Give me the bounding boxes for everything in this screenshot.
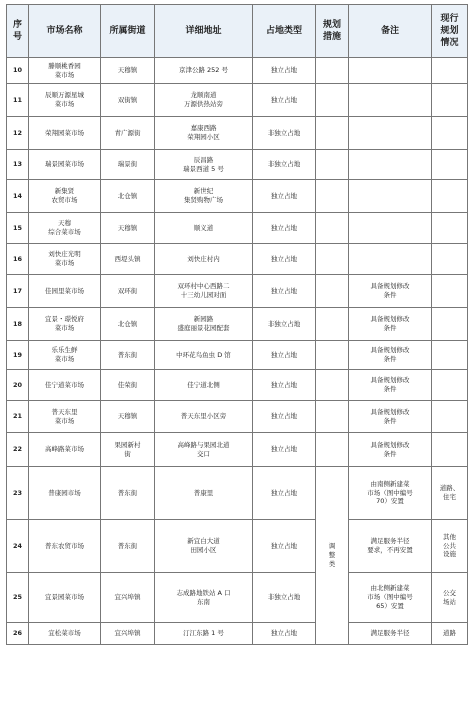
address-cell (155, 244, 253, 275)
cell-line: 刘快庄光明 (48, 250, 81, 259)
row-number: 20 (7, 370, 29, 401)
cell-line: 菜市场 (54, 100, 75, 108)
table-row (7, 433, 468, 467)
remark-cell (349, 623, 432, 645)
cell-line: 志成路地铁站 A 口 (176, 588, 231, 597)
market-name-cell (29, 341, 101, 370)
plan-measure-cell (316, 84, 349, 117)
plan-measure-cell (316, 117, 349, 150)
street-cell (101, 308, 155, 341)
cell-line: 荣翔园小区 (187, 133, 220, 141)
cell-line: 道路、 (439, 484, 460, 493)
cell-line: 西堤头镇 (114, 254, 141, 263)
remark-cell (349, 401, 432, 433)
cell-line: 荣翔园菜市场 (45, 128, 84, 137)
current-plan-cell (432, 520, 468, 573)
remark-cell (349, 341, 432, 370)
remark-cell (349, 275, 432, 308)
row-number: 16 (7, 244, 29, 275)
cell-line: 菜市场 (54, 355, 75, 363)
cell-line: 号 (12, 32, 22, 42)
market-name-cell (29, 150, 101, 180)
cell-line: 措施 (322, 32, 341, 42)
land-type-cell (253, 117, 316, 150)
row-number: 11 (7, 84, 29, 117)
cell-line: 佳宁道北侧 (187, 380, 220, 389)
cell-line: 菜市场 (54, 259, 75, 267)
cell-line: 规划 (322, 19, 341, 30)
cell-line: 条件 (383, 355, 397, 363)
row-number: 10 (7, 58, 29, 84)
cell-line: 菜市场 (54, 70, 75, 79)
cell-line: 非独立占地 (267, 593, 301, 602)
cell-line: 具备规划修改 (370, 376, 410, 385)
cell-line: 集贤购物广场 (184, 196, 223, 204)
cell-line: 汀江东路 1 号 (183, 629, 224, 638)
table-row (7, 213, 468, 244)
cell-line: 盛庭丽景花园配套 (177, 324, 230, 332)
cell-line: 青广源街 (114, 128, 141, 137)
cell-line: 新园路 (193, 315, 214, 324)
street-cell (101, 150, 155, 180)
cell-line: 序 (12, 19, 22, 30)
remark-cell (349, 308, 432, 341)
table-row (7, 275, 468, 308)
cell-line: 独立占地 (271, 412, 297, 421)
cell-line: 其他 (443, 532, 456, 541)
market-name-cell (29, 433, 101, 467)
table-row (7, 58, 468, 84)
row-number: 24 (7, 520, 29, 573)
market-name-cell (29, 623, 101, 645)
table-row (7, 180, 468, 213)
market-name-cell (29, 117, 101, 150)
cell-line: 佳宁道菜市场 (45, 380, 84, 389)
cell-line: 普天东里 (51, 407, 78, 416)
cell-line: 场站 (443, 597, 456, 606)
cell-line: 普东街 (117, 541, 138, 550)
col-header-address (155, 5, 253, 58)
current-plan-cell (432, 433, 468, 467)
address-cell (155, 117, 253, 150)
cell-line: 滕顺桃香园 (48, 61, 81, 70)
cell-line: 万源供热站旁 (184, 100, 223, 108)
street-cell (101, 401, 155, 433)
row-number: 18 (7, 308, 29, 341)
plan-measure-cell (316, 180, 349, 213)
col-header-no (7, 5, 29, 58)
cell-line: 独立占地 (271, 191, 297, 200)
current-plan-cell (432, 84, 468, 117)
market-name-cell (29, 213, 101, 244)
cell-line: 瑞景西道 5 号 (183, 164, 224, 173)
current-plan-cell (432, 244, 468, 275)
street-cell (101, 84, 155, 117)
plan-measure-cell (316, 308, 349, 341)
cell-line: 辰顺万源星城 (45, 91, 84, 100)
cell-line: 龙顺南道 (190, 91, 217, 100)
plan-measure-cell (316, 58, 349, 84)
remark-cell (349, 244, 432, 275)
remark-cell (349, 150, 432, 180)
street-cell (101, 244, 155, 275)
cell-line: 普康园市场 (48, 488, 81, 497)
cell-line: 京津公路 252 号 (178, 66, 229, 75)
market-name-cell (29, 244, 101, 275)
cell-line: 由北侧新建菜 (370, 584, 410, 593)
plan-measure-cell (316, 275, 349, 308)
land-type-cell (253, 401, 316, 433)
cell-line: 十三幼儿园对面 (180, 291, 227, 299)
row-number: 26 (7, 623, 29, 645)
address-cell (155, 467, 253, 520)
row-number: 13 (7, 150, 29, 180)
current-plan-cell (432, 467, 468, 520)
table-row (7, 623, 468, 645)
cell-line: 公共 (443, 541, 456, 550)
land-type-cell (253, 467, 316, 520)
table-row (7, 308, 468, 341)
col-header-current (432, 5, 468, 58)
cell-line: 独立占地 (271, 380, 297, 389)
land-type-cell (253, 573, 316, 623)
row-number: 15 (7, 213, 29, 244)
cell-line: 高峰路菜市场 (45, 445, 84, 454)
cell-line: 市场名称 (46, 25, 83, 36)
market-name-cell (29, 84, 101, 117)
market-name-cell (29, 520, 101, 573)
market-name-cell (29, 308, 101, 341)
cell-line: 北仓镇 (117, 191, 138, 200)
address-cell (155, 520, 253, 573)
market-name-cell (29, 573, 101, 623)
current-plan-cell (432, 150, 468, 180)
land-type-cell (253, 370, 316, 401)
table-row (7, 520, 468, 573)
address-cell (155, 308, 253, 341)
land-type-cell (253, 58, 316, 84)
cell-line: 独立占地 (271, 445, 297, 454)
address-cell (155, 275, 253, 308)
land-type-cell (253, 341, 316, 370)
land-type-cell (253, 623, 316, 645)
cell-line: 条件 (383, 324, 397, 332)
plan-measure-cell (316, 433, 349, 467)
cell-line: 天穆镇 (117, 223, 138, 232)
col-header-name (29, 5, 101, 58)
land-type-cell (253, 150, 316, 180)
table-row (7, 84, 468, 117)
cell-line: 调 (328, 542, 336, 551)
cell-line: 宜兴埠镇 (114, 629, 141, 638)
col-header-remark (349, 5, 432, 58)
cell-line: 街 (124, 449, 131, 458)
street-cell (101, 58, 155, 84)
table-row (7, 370, 468, 401)
cell-line: 独立占地 (271, 66, 297, 75)
plan-measure-cell (316, 401, 349, 433)
table-row (7, 117, 468, 150)
cell-line: 佳荣街 (117, 380, 138, 389)
cell-line: 天穆 (58, 219, 71, 228)
col-header-street (101, 5, 155, 58)
cell-line: 具备规划修改 (370, 282, 410, 291)
market-name-cell (29, 180, 101, 213)
cell-line: 嘉康西路 (190, 124, 217, 133)
cell-line: 公交 (443, 588, 456, 597)
table-row (7, 573, 468, 623)
cell-line: 新世纪 (193, 187, 214, 196)
cell-line: 农贸市场 (51, 196, 78, 204)
address-cell (155, 341, 253, 370)
current-plan-cell (432, 308, 468, 341)
cell-line: 宜松菜市场 (48, 629, 81, 638)
street-cell (101, 275, 155, 308)
land-type-cell (253, 180, 316, 213)
cell-line: 宜景・璟悦府 (45, 315, 84, 324)
remark-cell (349, 467, 432, 520)
land-type-cell (253, 433, 316, 467)
cell-line: 备注 (380, 25, 399, 36)
street-cell (101, 117, 155, 150)
current-plan-cell (432, 213, 468, 244)
cell-line: 田园小区 (190, 546, 217, 554)
cell-line: 具备规划修改 (370, 346, 410, 355)
street-cell (101, 467, 155, 520)
street-cell (101, 180, 155, 213)
cell-line: 普东街 (117, 488, 138, 497)
plan-measure-cell (316, 244, 349, 275)
street-cell (101, 573, 155, 623)
land-type-cell (253, 520, 316, 573)
cell-line: 独立占地 (271, 286, 297, 295)
land-type-cell (253, 308, 316, 341)
address-cell (155, 84, 253, 117)
cell-line: 市场（图中编号 (367, 593, 413, 602)
cell-line: 条件 (383, 291, 397, 299)
remark-cell (349, 180, 432, 213)
cell-line: 详细地址 (185, 25, 222, 36)
table-row (7, 467, 468, 520)
cell-line: 中环花鸟鱼虫 D 馆 (176, 350, 231, 359)
street-cell (101, 520, 155, 573)
cell-line: 现行 (440, 13, 459, 24)
cell-line: 道路 (443, 629, 456, 638)
current-plan-cell (432, 341, 468, 370)
row-number: 23 (7, 467, 29, 520)
cell-line: 普天东里小区旁 (180, 412, 227, 421)
cell-line: 要求，不再安置 (367, 546, 413, 554)
cell-line: 非独立占地 (267, 128, 301, 137)
cell-line: 高峰路与果园北道 (177, 440, 230, 449)
table-row (7, 150, 468, 180)
current-plan-cell (432, 275, 468, 308)
cell-line: 条件 (383, 385, 397, 393)
address-cell (155, 623, 253, 645)
col-header-type (253, 5, 316, 58)
cell-line: 非独立占地 (267, 160, 301, 169)
cell-line: 宜兴埠镇 (114, 593, 141, 602)
cell-line: 由南侧新建菜 (370, 479, 410, 488)
address-cell (155, 180, 253, 213)
address-cell (155, 370, 253, 401)
current-plan-cell (432, 401, 468, 433)
street-cell (101, 623, 155, 645)
cell-line: 普东街 (117, 350, 138, 359)
cell-line: 新宜白大道 (187, 537, 220, 546)
cell-line: 新集贤 (54, 187, 75, 196)
market-table (6, 4, 468, 645)
cell-line: 情况 (440, 38, 459, 49)
cell-line: 具备规划修改 (370, 440, 410, 449)
cell-line: 双环街 (117, 286, 138, 295)
market-name-cell (29, 370, 101, 401)
current-plan-cell (432, 370, 468, 401)
cell-line: 占地类型 (265, 25, 302, 36)
cell-line: 独立占地 (271, 488, 297, 497)
cell-line: 具备规划修改 (370, 315, 410, 324)
address-cell (155, 433, 253, 467)
remark-cell (349, 58, 432, 84)
plan-measure-cell (316, 341, 349, 370)
cell-line: 独立占地 (271, 254, 297, 263)
row-number: 21 (7, 401, 29, 433)
cell-line: 天穆镇 (117, 412, 138, 421)
street-cell (101, 341, 155, 370)
cell-line: 顺义道 (193, 223, 214, 232)
market-name-cell (29, 275, 101, 308)
current-plan-cell (432, 623, 468, 645)
row-number: 14 (7, 180, 29, 213)
current-plan-cell (432, 573, 468, 623)
cell-line: 综合菜市场 (48, 228, 81, 236)
cell-line: 类 (328, 559, 336, 568)
table-row (7, 341, 468, 370)
cell-line: 双街镇 (117, 95, 138, 104)
cell-line: 双环村中心西路二 (177, 282, 230, 291)
street-cell (101, 433, 155, 467)
address-cell (155, 58, 253, 84)
cell-line: 条件 (383, 449, 397, 458)
current-plan-cell (432, 180, 468, 213)
row-number: 22 (7, 433, 29, 467)
cell-line: 整 (328, 551, 336, 560)
address-cell (155, 401, 253, 433)
cell-line: 所属街道 (109, 25, 146, 36)
cell-line: 市场（图中编号 (367, 488, 413, 497)
plan-measure-cell (316, 150, 349, 180)
cell-line: 天穆镇 (117, 66, 138, 75)
address-cell (155, 150, 253, 180)
cell-line: 果园新村 (114, 440, 141, 449)
cell-line: 65）安置 (376, 601, 404, 610)
cell-line: 辰昌路 (193, 155, 214, 164)
row-number: 19 (7, 341, 29, 370)
remark-cell (349, 117, 432, 150)
cell-line: 具备规划修改 (370, 407, 410, 416)
remark-cell (349, 370, 432, 401)
remark-cell (349, 433, 432, 467)
land-type-cell (253, 213, 316, 244)
street-cell (101, 213, 155, 244)
address-cell (155, 573, 253, 623)
cell-line: 规划 (440, 25, 459, 36)
plan-measure-group (316, 467, 349, 645)
table-body (7, 58, 468, 645)
cell-line: 瑞景街 (117, 160, 138, 169)
header-row (7, 5, 468, 58)
cell-line: 住宅 (443, 493, 456, 501)
current-plan-cell (432, 58, 468, 84)
remark-cell (349, 573, 432, 623)
cell-line: 乐乐生鲜 (51, 346, 78, 355)
cell-line: 普康里 (193, 488, 214, 497)
cell-line: 独立占地 (271, 223, 297, 232)
market-name-cell (29, 401, 101, 433)
cell-line: 佳园里菜市场 (45, 286, 84, 295)
cell-line: 东南 (197, 597, 210, 606)
cell-line: 设施 (443, 550, 456, 559)
street-cell (101, 370, 155, 401)
cell-line: 刘快庄村内 (187, 254, 220, 263)
row-number: 25 (7, 573, 29, 623)
cell-line: 非独立占地 (267, 319, 301, 328)
land-type-cell (253, 275, 316, 308)
plan-measure-cell (316, 370, 349, 401)
remark-cell (349, 213, 432, 244)
cell-line: 独立占地 (271, 541, 297, 550)
cell-line: 交口 (197, 449, 210, 458)
plan-measure-cell (316, 213, 349, 244)
cell-line: 满足服务半径 (370, 629, 410, 638)
cell-line: 菜市场 (54, 416, 75, 425)
table-row (7, 244, 468, 275)
cell-line: 独立占地 (271, 629, 297, 638)
col-header-plan (316, 5, 349, 58)
cell-line: 菜市场 (54, 324, 75, 332)
cell-line: 独立占地 (271, 350, 297, 359)
cell-line: 瑞景园菜市场 (45, 160, 84, 169)
land-type-cell (253, 84, 316, 117)
row-number: 12 (7, 117, 29, 150)
market-name-cell (29, 58, 101, 84)
cell-line: 普东农贸市场 (45, 541, 84, 550)
cell-line: 满足服务半径 (370, 537, 410, 546)
row-number: 17 (7, 275, 29, 308)
cell-line: 独立占地 (271, 95, 297, 104)
table-row (7, 401, 468, 433)
cell-line: 宜景园菜市场 (45, 593, 84, 602)
cell-line: 70）安置 (376, 497, 404, 506)
cell-line: 北仓镇 (117, 319, 138, 328)
land-type-cell (253, 244, 316, 275)
remark-cell (349, 520, 432, 573)
address-cell (155, 213, 253, 244)
market-name-cell (29, 467, 101, 520)
current-plan-cell (432, 117, 468, 150)
remark-cell (349, 84, 432, 117)
cell-line: 条件 (383, 416, 397, 425)
